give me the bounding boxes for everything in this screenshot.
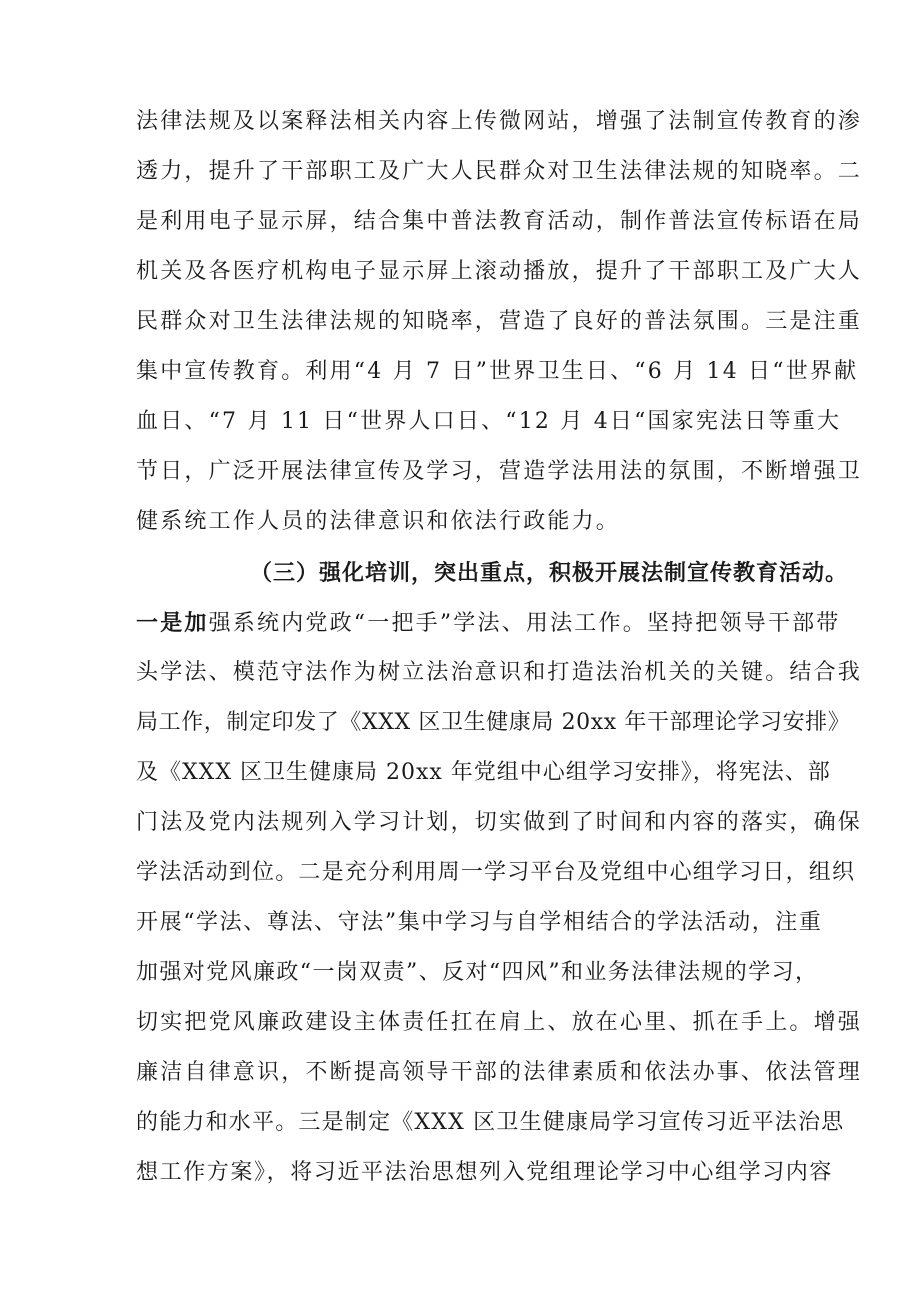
paragraph-line: 法律法规及以案释法相关内容上传微网站，增强了法制宣传教育的渗 — [136, 109, 863, 134]
paragraph-line: 节日，广泛开展法律宣传及学习，营造学法用法的氛围，不断增强卫 — [136, 459, 863, 484]
paragraph-line — [136, 608, 841, 639]
bold-lead-text: 一是加 — [136, 610, 209, 636]
paragraph-line: 是利用电子显示屏，结合集中普法教育活动，制作普法宣传标语在局 — [136, 209, 863, 234]
paragraph-line: 门法及党内法规列入学习计划，切实做到了时间和内容的落实，确保 — [136, 810, 863, 835]
paragraph-line: 廉洁自律意识，不断提高领导干部的法律素质和依法办事、依法管理 — [136, 1060, 863, 1085]
paragraph-line: 机关及各医疗机构电子显示屏上滚动播放，提升了干部职工及广大人 — [136, 259, 863, 284]
paragraph-line: 想工作方案》，将习近平法治思想列入党组理论学习中心组学习内容 — [136, 1160, 834, 1185]
paragraph-line: 健系统工作人员的法律意识和依法行政能力。 — [136, 509, 621, 534]
paragraph-line: 加强对党风廉政“一岗双责”、反对“四风”和业务法律法规的学习， — [136, 960, 819, 985]
paragraph-line: 血日、“7 月 11 日“世界人口日、“12 月 4日“国家宪法日等重大 — [136, 409, 842, 434]
paragraph-line: 的能力和水平。三是制定《XXX 区卫生健康局学习宣传习近平法治思 — [136, 1110, 845, 1135]
section-heading: （三）强化培训，突出重点，积极开展法制宣传教育活动。 — [250, 560, 849, 586]
paragraph-line: 集中宣传教育。利用“4 月 7 日”世界卫生日、“6 月 14 日“世界献 — [136, 359, 859, 384]
line-text: 强系统内党政“一把手”学法、用法工作。坚持把领导干部带 — [208, 611, 841, 636]
paragraph-line: 学法活动到位。二是充分利用周一学习平台及党组中心组学习日，组织 — [136, 860, 856, 885]
paragraph-line: 及《XXX 区卫生健康局 20xx 年党组中心组学习安排》，将宪法、部 — [136, 760, 831, 785]
paragraph-line: 局工作，制定印发了《XXX 区卫生健康局 20xx 年干部理论学习安排》 — [136, 710, 851, 735]
paragraph-line: 切实把党风廉政建设主体责任扛在肩上、放在心里、抓在手上。增强 — [136, 1010, 863, 1035]
paragraph-line: 民群众对卫生法律法规的知晓率，营造了良好的普法氛围。三是注重 — [136, 309, 863, 334]
paragraph-line: 开展“学法、尊法、守法”集中学习与自学相结合的学法活动，注重 — [136, 910, 823, 935]
paragraph-line: 头学法、模范守法作为树立法治意识和打造法治机关的关键。结合我 — [136, 660, 863, 685]
paragraph-line: 透力，提升了干部职工及广大人民群众对卫生法律法规的知晓率。二 — [136, 159, 863, 184]
